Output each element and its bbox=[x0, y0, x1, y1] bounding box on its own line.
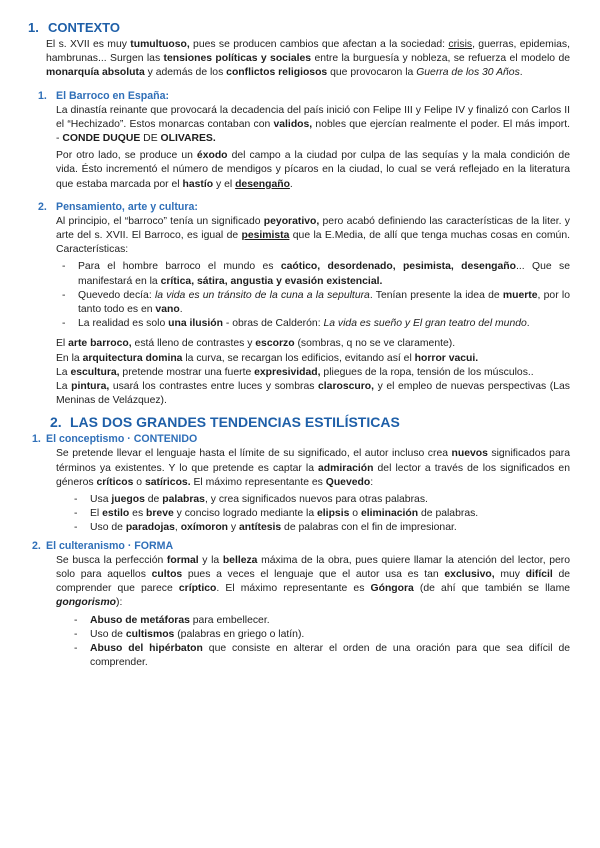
bold-underlined-text: desengaño bbox=[235, 178, 290, 190]
text: y bbox=[228, 522, 240, 534]
bold-text: formal bbox=[166, 554, 199, 566]
text: El bbox=[56, 338, 69, 350]
list-item bbox=[90, 628, 570, 642]
bold-text: exclusivo, bbox=[444, 568, 495, 580]
text: usará los contrastes entre luces y sombras bbox=[109, 381, 318, 393]
bold-text: peyorativo, bbox=[263, 215, 320, 227]
bold-text: Abuso de metáforas bbox=[90, 614, 190, 626]
text: que provocaron la bbox=[327, 67, 417, 79]
section-heading-contexto bbox=[28, 20, 570, 36]
text: - obras de Calderón: bbox=[222, 318, 324, 330]
bold-text: belleza bbox=[222, 554, 258, 566]
subsection-number: 2. bbox=[32, 539, 41, 552]
contexto-intro-paragraph bbox=[28, 38, 570, 81]
bold-text: vano bbox=[155, 304, 180, 316]
bold-text: breve bbox=[146, 508, 174, 520]
pintura-paragraph bbox=[28, 380, 570, 408]
bold-text: CONDE DUQUE bbox=[62, 133, 141, 145]
arquitectura-paragraph bbox=[28, 352, 570, 366]
bold-text: horror vacui. bbox=[414, 352, 479, 364]
italic-text: La vida es sueño y El gran teatro del mundo bbox=[323, 318, 527, 330]
bold-text: arquitectura domina bbox=[82, 352, 183, 364]
bold-underlined-text: pesimista bbox=[241, 230, 290, 242]
bold-text: muerte bbox=[502, 289, 538, 301]
text: La bbox=[56, 366, 71, 378]
arte-paragraph bbox=[28, 337, 570, 351]
text: . bbox=[526, 318, 530, 330]
subsection-heading-culteranismo bbox=[32, 539, 570, 553]
bold-text: validos, bbox=[273, 118, 313, 130]
bold-text: elipsis bbox=[317, 508, 350, 520]
bold-text: difícil bbox=[525, 568, 553, 580]
caracteristicas-list bbox=[28, 260, 570, 331]
text: (sombras, q no se ve claramente). bbox=[294, 338, 456, 350]
text: El bbox=[90, 508, 103, 520]
bold-text: satíricos. bbox=[144, 476, 191, 488]
bold-text: nuevos bbox=[451, 448, 488, 460]
text: pues a veces el lenguaje que el autor usa es tan bbox=[182, 568, 445, 580]
text: En la bbox=[56, 352, 83, 364]
subsection-title: Pensamiento, arte y cultura: bbox=[56, 200, 198, 213]
bold-text: eliminación bbox=[360, 508, 419, 520]
text: : bbox=[370, 476, 374, 488]
text: La dinastía reinante que provocará la decadencia del país inició con Felipe III y Felipe IV y finalizó con Carlos II el “Hechizado”. Estos monarcas contaban con bbox=[56, 104, 570, 130]
bold-text: arte barroco, bbox=[68, 338, 132, 350]
text: del campo a la ciudad por culpa de las sequías y la mala condición de vida. Ésto incrementó el número de mendigos y pícaros en la ciudad, lo cual se verá reflejado en la literatura que estaba marcada por el bbox=[56, 150, 570, 190]
bold-text: una ilusión bbox=[168, 318, 223, 330]
bold-text: antítesis bbox=[239, 522, 282, 534]
bold-text: estilo bbox=[102, 508, 130, 520]
escultura-paragraph bbox=[28, 366, 570, 380]
text: Uso de bbox=[90, 628, 126, 640]
text: Al principio, el “barroco” tenía un significado bbox=[56, 215, 264, 227]
conceptismo-list bbox=[28, 493, 570, 536]
bold-text: crítica, sátira, angustia y evasión existencial. bbox=[160, 275, 383, 287]
text: (de ahí que también se llame bbox=[413, 583, 571, 595]
barroco-espana-paragraph-2 bbox=[28, 149, 570, 192]
subsection-number: 1. bbox=[32, 433, 41, 446]
text: la curva, se recargan los edificios, evitando así el bbox=[182, 352, 415, 364]
text: está lleno de contrastes y bbox=[131, 338, 256, 350]
list-item bbox=[90, 507, 570, 521]
bold-text: críptico bbox=[178, 583, 217, 595]
text: nobles que ejercían realmente el poder. El más import. - bbox=[56, 118, 570, 145]
text: significados para términos ya existentes. Y lo que pretende es captar la bbox=[56, 448, 570, 474]
bold-text: caótico, desordenado, pesimista, desengaño bbox=[280, 261, 516, 273]
list-item bbox=[90, 493, 570, 507]
text: . Tenían presente la idea de bbox=[369, 289, 503, 301]
text: muy bbox=[494, 568, 526, 580]
text: o bbox=[133, 476, 145, 488]
text: de palabras. bbox=[418, 508, 479, 520]
pensamiento-paragraph-1 bbox=[28, 215, 570, 258]
text: Usa bbox=[90, 494, 112, 506]
text: que la E.Media, de allí que tenga muchas cosas en común. Características: bbox=[56, 230, 570, 256]
text: , guerras, epidemias, hambrunas... Surgen las bbox=[46, 39, 571, 65]
text: pero acabó definiendo las características de la liter. y arte del s. XVII. El Barroco, es igual de bbox=[56, 215, 570, 242]
section-number: 1. bbox=[28, 20, 39, 35]
section-title: CONTEXTO bbox=[48, 20, 120, 35]
bold-text: conflictos religiosos bbox=[226, 67, 328, 79]
text: Quevedo decía: bbox=[78, 289, 155, 301]
list-item bbox=[90, 521, 570, 535]
culteranismo-list bbox=[28, 614, 570, 671]
text: pretende mostrar una fuerte bbox=[119, 366, 255, 378]
text: de bbox=[144, 494, 163, 506]
bold-text: éxodo bbox=[196, 150, 228, 162]
subsection-heading-pensamiento bbox=[38, 200, 570, 214]
list-item bbox=[78, 260, 570, 288]
text: pues se producen cambios que afectan a la sociedad: bbox=[189, 39, 449, 50]
underlined-text: crisis bbox=[448, 39, 473, 50]
subsection-title: El culteranismo · FORMA bbox=[46, 539, 174, 552]
bold-italic-text: gongorismo bbox=[56, 597, 117, 609]
section-title: LAS DOS GRANDES TENDENCIAS ESTILÍSTICAS bbox=[70, 414, 400, 431]
bold-text: pintura, bbox=[71, 381, 110, 393]
text: del lector a través de los significados en géneros bbox=[56, 462, 570, 488]
subsection-number: 2. bbox=[38, 200, 47, 213]
bold-text: cultismos bbox=[125, 628, 175, 640]
barroco-espana-paragraph-1 bbox=[28, 104, 570, 147]
bold-text: Góngora bbox=[370, 583, 414, 595]
text: y el empleo de nuevas perspectivas (Las Meninas de Velázquez). bbox=[56, 381, 570, 407]
text: Para el hombre barroco el mundo es bbox=[78, 261, 281, 273]
italic-text: Guerra de los 30 Años bbox=[416, 67, 520, 79]
section-number: 2. bbox=[50, 414, 62, 431]
text: . bbox=[519, 67, 523, 79]
text: , por lo tanto todo es en bbox=[78, 289, 570, 316]
text: que consiste en alterar el orden de una oración para que sea difícil de comprender. bbox=[90, 642, 570, 669]
italic-text: la vida es un tránsito de la cuna a la sepultura bbox=[154, 289, 370, 301]
bold-text: Abuso del hipérbaton bbox=[90, 642, 203, 654]
subsection-heading-conceptismo bbox=[32, 432, 570, 446]
conceptismo-paragraph bbox=[28, 447, 570, 490]
text: El s. XVII es muy bbox=[46, 39, 131, 50]
bold-text: expresividad, bbox=[254, 366, 321, 378]
list-item bbox=[90, 614, 570, 628]
bold-text: escorzo bbox=[255, 338, 295, 350]
bold-text: críticos bbox=[96, 476, 134, 488]
text: . bbox=[289, 178, 293, 190]
bold-text: juegos bbox=[111, 494, 145, 506]
bold-text: OLIVARES. bbox=[160, 133, 216, 145]
text: Uso de bbox=[90, 522, 126, 534]
text: Se busca la perfección bbox=[56, 554, 167, 566]
text: pliegues de la ropa, tensión de los músculos.. bbox=[320, 366, 534, 378]
text: y conciso logrado mediante la bbox=[173, 508, 318, 520]
bold-text: admiración bbox=[318, 462, 374, 474]
bold-text: hastío bbox=[182, 178, 214, 190]
bold-text: tumultuoso, bbox=[130, 39, 190, 50]
text: y el bbox=[213, 178, 236, 190]
text: ... Que se manifestará en la bbox=[78, 261, 570, 287]
bold-text: paradojas bbox=[125, 522, 175, 534]
bold-text: palabras bbox=[162, 494, 205, 506]
text: y la bbox=[198, 554, 223, 566]
text: de comprender que parece bbox=[56, 568, 570, 595]
text: para embellecer. bbox=[189, 614, 270, 626]
text: Por otro lado, se produce un bbox=[56, 150, 197, 162]
text: de palabras con el fin de impresionar. bbox=[281, 522, 457, 534]
list-item bbox=[78, 317, 570, 331]
bold-text: Quevedo bbox=[325, 476, 371, 488]
list-item bbox=[90, 642, 570, 670]
text: es bbox=[129, 508, 147, 520]
section-heading-tendencias bbox=[50, 414, 570, 430]
text: ): bbox=[116, 597, 123, 609]
text: o bbox=[349, 508, 361, 520]
text: (palabras en griego o latín). bbox=[174, 628, 305, 640]
bold-text: cultos bbox=[151, 568, 183, 580]
bold-text: monarquía absoluta bbox=[46, 67, 145, 79]
subsection-title: El conceptismo · CONTENIDO bbox=[46, 433, 198, 446]
subsection-title: El Barroco en España: bbox=[56, 89, 170, 102]
bold-text: escultura, bbox=[70, 366, 120, 378]
bold-text: oxímoron bbox=[180, 522, 229, 534]
text: y además de los bbox=[144, 67, 227, 79]
bold-text: tensiones políticas y sociales bbox=[163, 53, 312, 65]
subsection-heading-barroco-espana bbox=[38, 89, 570, 103]
text: entre la burguesía y nobleza, se refuerza el modelo de bbox=[311, 53, 571, 65]
text: máxima de la obra, pues quiere llamar la atención del lector, pero solo para aquellos bbox=[56, 554, 570, 580]
text: . bbox=[179, 304, 183, 316]
text: La bbox=[56, 381, 72, 393]
text: La realidad es solo bbox=[78, 318, 169, 330]
text: El máximo representante es bbox=[190, 476, 326, 488]
subsection-number: 1. bbox=[38, 89, 47, 102]
text: , y crea significados nuevos para otras palabras. bbox=[204, 494, 428, 506]
culteranismo-paragraph bbox=[28, 554, 570, 611]
list-item bbox=[78, 289, 570, 317]
text: Se pretende llevar el lenguaje hasta el límite de su significado, el autor incluso crea bbox=[56, 448, 452, 460]
text: DE bbox=[140, 133, 161, 145]
text: , bbox=[174, 522, 181, 534]
text: . El máximo representante es bbox=[216, 583, 371, 595]
bold-text: claroscuro, bbox=[318, 381, 375, 393]
